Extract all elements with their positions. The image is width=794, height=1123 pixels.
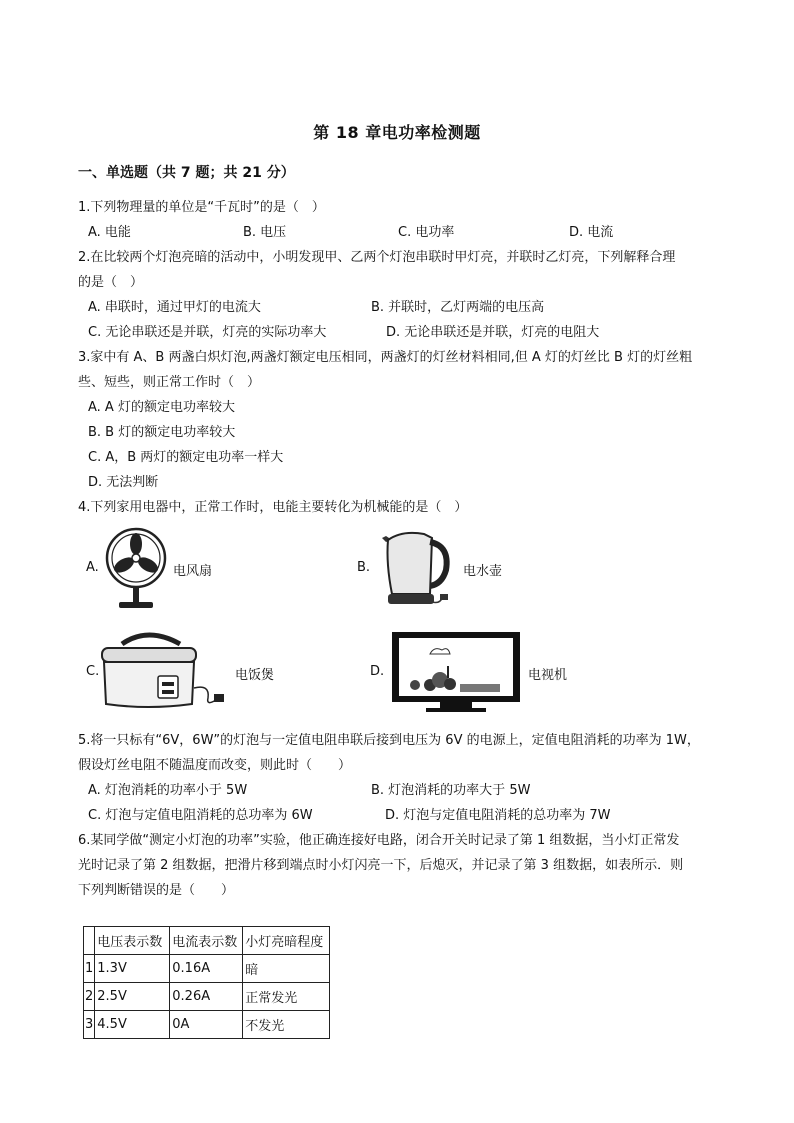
table-cell-voltage: 1.3V — [95, 955, 170, 983]
table-cell-voltage: 2.5V — [95, 983, 170, 1011]
q2-option-d[interactable]: D. 无论串联还是并联，灯亮的电阻大 — [386, 325, 600, 340]
table-header-brightness: 小灯亮暗程度 — [243, 927, 330, 955]
data-table — [83, 926, 330, 1039]
table-row — [84, 1011, 330, 1039]
q3-option-d[interactable]: D. 无法判断 — [88, 475, 159, 490]
q1-option-a[interactable]: A. 电能 — [88, 225, 131, 240]
table-cell-brightness: 暗 — [243, 955, 330, 983]
q5-option-d[interactable]: D. 灯泡与定值电阻消耗的总功率为 7W — [385, 808, 611, 823]
q4-option-d[interactable]: D. — [370, 664, 385, 679]
q4-option-c[interactable]: C. — [86, 664, 100, 679]
question-4-text: 4.下列家用电器中，正常工作时，电能主要转化为机械能的是（ ） — [78, 500, 468, 515]
q4-caption-c: 电饭煲 — [235, 668, 275, 683]
table-header-blank — [84, 927, 95, 955]
rice-cooker-image — [98, 628, 234, 712]
table-header-current: 电流表示数 — [170, 927, 243, 955]
q1-option-b[interactable]: B. 电压 — [243, 225, 287, 240]
q4-caption-d: 电视机 — [528, 668, 568, 683]
table-row — [84, 955, 330, 983]
question-3-line-1: 3.家中有 A、B 两盏白炽灯泡,两盏灯额定电压相同，两盏灯的灯丝材料相同,但 A 灯的灯丝比 B 灯的灯丝粗 — [78, 350, 693, 365]
question-6-line-2: 光时记录了第 2 组数据，把滑片移到端点时小灯闪亮一下，后熄灭，并记录了第 3 组数据，如表所示．则 — [78, 858, 684, 873]
table-cell-brightness: 不发光 — [243, 1011, 330, 1039]
table-cell-voltage: 4.5V — [95, 1011, 170, 1039]
table-cell-index: 1 — [84, 955, 95, 983]
table-cell-current: 0.16A — [170, 955, 243, 983]
q5-option-a[interactable]: A. 灯泡消耗的功率小于 5W — [88, 783, 248, 798]
q3-option-c[interactable]: C. A，B 两灯的额定电功率一样大 — [88, 450, 284, 465]
question-1-text: 1.下列物理量的单位是“千瓦时”的是（ ） — [78, 200, 325, 215]
q2-option-c[interactable]: C. 无论串联还是并联，灯亮的实际功率大 — [88, 325, 327, 340]
question-3-line-2: 些、短些，则正常工作时（ ） — [78, 375, 261, 390]
table-cell-index: 2 — [84, 983, 95, 1011]
q4-caption-b: 电水壶 — [463, 564, 503, 579]
question-6-line-3: 下列判断错误的是（ ） — [78, 883, 235, 898]
table-row — [84, 983, 330, 1011]
q5-option-c[interactable]: C. 灯泡与定值电阻消耗的总功率为 6W — [88, 808, 313, 823]
electric-kettle-image — [372, 524, 460, 612]
electric-fan-image — [102, 522, 172, 612]
question-2-line-2: 的是（ ） — [78, 275, 144, 290]
television-image — [390, 630, 522, 716]
question-5-line-2: 假设灯丝电阻不随温度而改变，则此时（ ） — [78, 758, 352, 773]
question-5-line-1: 5.将一只标有“6V，6W”的灯泡与一定值电阻串联后接到电压为 6V 的电源上，定值电阻消耗的功率为 1W， — [78, 733, 700, 748]
table-cell-current: 0.26A — [170, 983, 243, 1011]
q2-option-a[interactable]: A. 串联时，通过甲灯的电流大 — [88, 300, 261, 315]
table-header-row — [84, 927, 330, 955]
q1-option-d[interactable]: D. 电流 — [569, 225, 614, 240]
q3-option-a[interactable]: A. A 灯的额定电功率较大 — [88, 400, 235, 415]
table-header-voltage: 电压表示数 — [95, 927, 170, 955]
q3-option-b[interactable]: B. B 灯的额定电功率较大 — [88, 425, 236, 440]
q1-option-c[interactable]: C. 电功率 — [398, 225, 455, 240]
q4-caption-a: 电风扇 — [173, 564, 213, 579]
table-cell-current: 0A — [170, 1011, 243, 1039]
question-6-line-1: 6.某同学做“测定小灯泡的功率”实验，他正确连接好电路，闭合开关时记录了第 1 组数据，当小灯正常发 — [78, 833, 680, 848]
q4-option-a[interactable]: A. — [86, 560, 99, 575]
q5-option-b[interactable]: B. 灯泡消耗的功率大于 5W — [371, 783, 531, 798]
q4-option-b[interactable]: B. — [357, 560, 371, 575]
page-title: 第 18 章电功率检测题 — [313, 123, 481, 142]
table-cell-index: 3 — [84, 1011, 95, 1039]
question-2-line-1: 2.在比较两个灯泡亮暗的活动中，小明发现甲、乙两个灯泡串联时甲灯亮，并联时乙灯亮，下列解释合理 — [78, 250, 676, 265]
table-cell-brightness: 正常发光 — [243, 983, 330, 1011]
section-heading: 一、单选题（共 7 题；共 21 分） — [78, 165, 295, 181]
q2-option-b[interactable]: B. 并联时，乙灯两端的电压高 — [371, 300, 545, 315]
